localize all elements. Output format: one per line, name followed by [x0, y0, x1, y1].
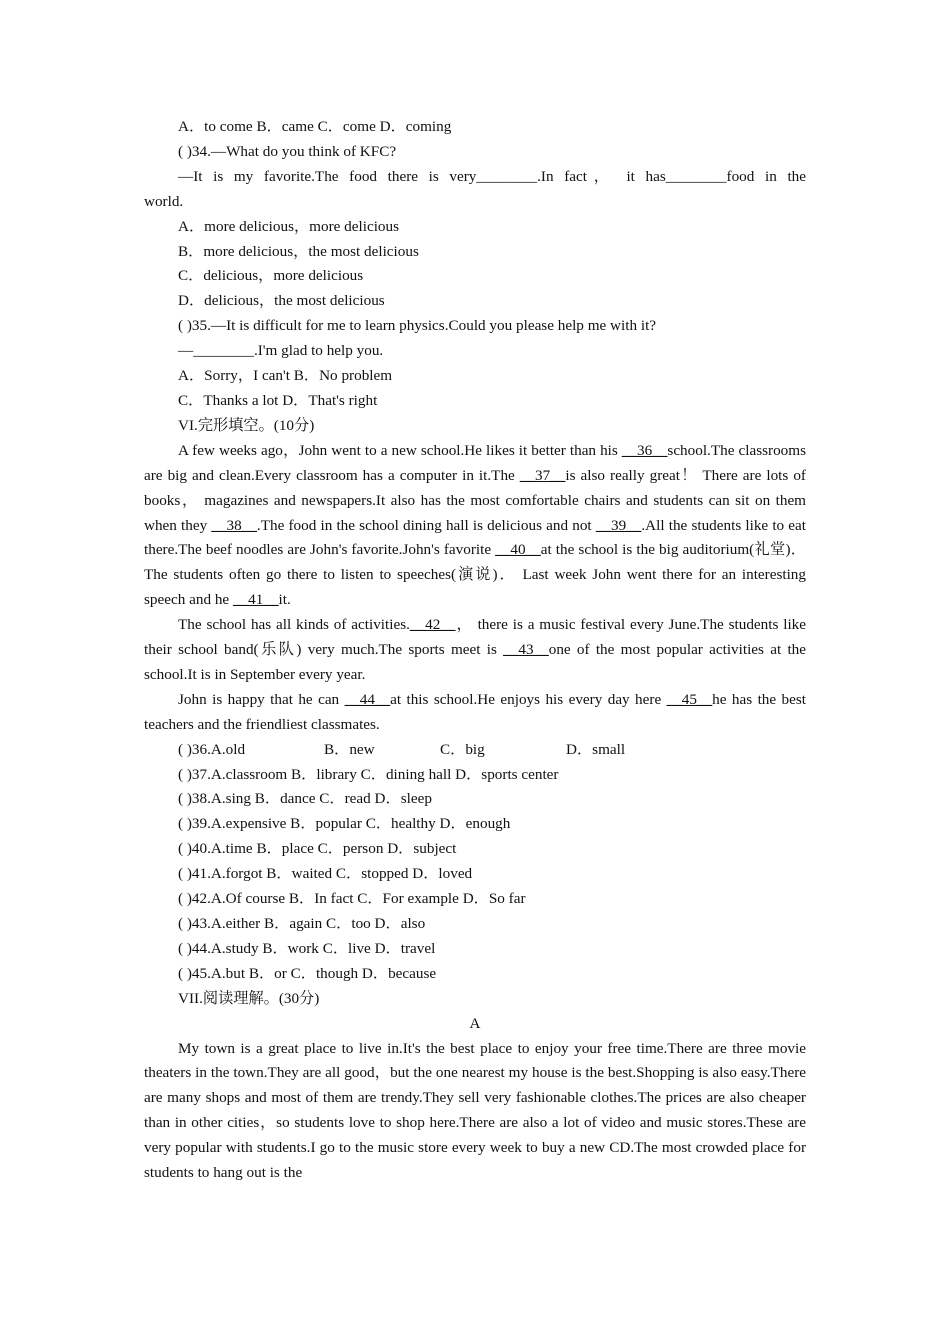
cloze-paragraph-3: John is happy that he can __44__at this school.He enjoys his every day here __45__he has the best teachers and the friendliest classmates. [144, 690, 806, 733]
cloze-paragraph-1: A few weeks ago，John went to a new school.He likes it better than his __36__school.The classrooms are big and clean.Every classroom has a computer in it.The __37__is also really great！ There are lots of books， magazines and newspapers.It also has the most comfortable chairs and students can sit on them when they __38__.The food in the school dining hall is delicious and not __39__.All the students like to eat there.The beef noodles are John's favorite.John's favorite __40__at the school is the big auditorium(礼堂)． The students often go there to listen to speeches(演说)． Last week John went there for an interesting speech and he __41__it. [144, 441, 806, 609]
q34-option-a: A．more delicious，more delicious [178, 217, 400, 235]
blank-36: __36__ [621, 441, 668, 459]
q44-options: ( )44.A.study B．work C．live D．travel [178, 939, 436, 957]
document-page [144, 115, 806, 1186]
q35-stem: ( )35.—It is difficult for me to learn physics.Could you please help me with it? [178, 317, 657, 335]
blank-39: __39__ [595, 516, 642, 534]
q35-answer-line: —________.I'm glad to help you. [178, 342, 384, 360]
q43-options: ( )43.A.either B．again C．too D．also [178, 915, 426, 932]
q34-option-c: C．delicious，more delicious [178, 267, 364, 285]
blank-40: __40__ [495, 541, 541, 559]
q41-options: ( )41.A.forgot B．waited C．stopped D．loved [178, 865, 473, 883]
q37-options: ( )37.A.classroom B．library C．dining hall D．sports center [178, 765, 559, 783]
q34-stem: ( )34.—What do you think of KFC? [178, 142, 397, 160]
blank-44: __44__ [344, 690, 391, 708]
q34-option-d: D．delicious，the most delicious [178, 292, 385, 310]
blank-43: __43__ [503, 641, 549, 659]
section-7-heading: VII.阅读理解。(30分) [178, 989, 320, 1007]
q34-answer-line-cont: world. [144, 192, 184, 210]
q35-options-cd: C．Thanks a lot D．That's right [178, 391, 378, 409]
q38-options: ( )38.A.sing B．dance C．read D．sleep [178, 790, 432, 808]
cloze-paragraph-2: The school has all kinds of activities.__42__， there is a music festival every June.The students like their school band(乐队) very much.The sports meet is __43__one of the most popular activities at the school.It is in September every year. [144, 616, 807, 683]
q34-option-b: B．more delicious，the most delicious [178, 242, 419, 260]
q33-options: A．to come B．came C．come D．coming [178, 118, 452, 135]
q36-options: ( )36.A.old B．new C．big D．small [178, 740, 626, 758]
blank-42: __42__ [409, 616, 456, 634]
passage-label: A [469, 1014, 481, 1032]
blank-37: __37__ [519, 466, 566, 484]
q39-options: ( )39.A.expensive B．popular C．healthy D．enough [178, 815, 511, 833]
blank-38: __38__ [211, 516, 257, 534]
q40-options: ( )40.A.time B．place C．person D．subject [178, 840, 457, 858]
q42-options: ( )42.A.Of course B．In fact C．For example D．So far [178, 890, 526, 908]
q35-options-ab: A．Sorry，I can't B．No problem [178, 367, 393, 385]
q45-options: ( )45.A.but B．or C．though D．because [178, 964, 437, 982]
blank-45: __45__ [666, 690, 713, 708]
section-6-heading: VI.完形填空。(10分) [178, 416, 315, 434]
q34-answer-line: —It is my favorite.The food there is very________.In fact， it has________food in the [178, 167, 806, 185]
blank-41: __41__ [232, 591, 279, 609]
reading-passage-a: My town is a great place to live in.It's the best place to enjoy your free time.There are three movie theaters in the town.They are all good，but the one nearest my house is the best.Shopping is also easy.There are many shops and most of them are trendy.They sell very fashionable clothes.The prices are also cheaper than in other cities，so students love to shop here.There are also a lot of video and music stores.These are very popular with students.I go to the music store every week to buy a new CD.The most crowded place for students to hang out is the [144, 1039, 806, 1182]
